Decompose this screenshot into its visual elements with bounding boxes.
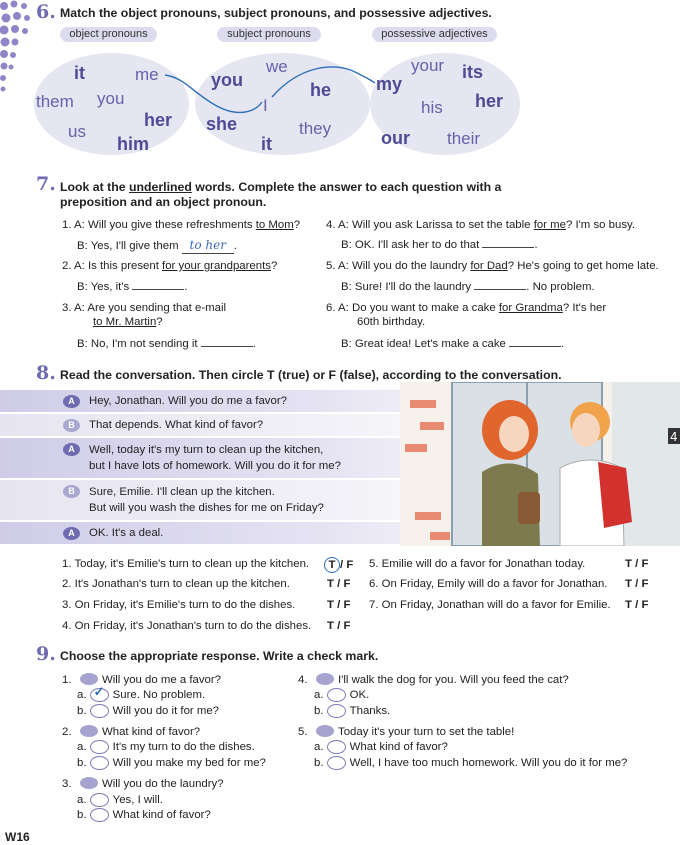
speaker-a-badge: A bbox=[63, 527, 80, 540]
exercise-7-number: 7. bbox=[36, 173, 56, 195]
locker-number: 4 bbox=[670, 430, 678, 444]
category-object-pronouns: object pronouns bbox=[60, 27, 157, 42]
dialogue-text: Well, today it's my turn to clean up the kitchen, bbox=[89, 444, 324, 456]
ex7-item-4-question: 4. A: Will you ask Larissa to set the table for me? I'm so busy. bbox=[326, 219, 636, 231]
word-you-object: you bbox=[97, 89, 125, 108]
speaker-a-badge: A bbox=[63, 395, 80, 408]
dialogue-text: But will you wash the dishes for me on Friday? bbox=[89, 502, 324, 514]
tf-choice-3[interactable]: T / F bbox=[327, 599, 351, 611]
ex7-item-2-answer: B: Yes, it's . bbox=[77, 281, 188, 293]
ex9-item-3-option-b[interactable]: b. What kind of favor? bbox=[77, 809, 211, 822]
check-bubble-icon bbox=[90, 684, 109, 702]
check-mark-icon: ✓ bbox=[93, 684, 105, 699]
ex9-item-5-option-a[interactable]: a. What kind of favor? bbox=[314, 741, 448, 754]
word-him: him bbox=[117, 134, 150, 154]
matching-lines bbox=[0, 0, 680, 160]
word-my: my bbox=[376, 74, 403, 94]
tf-choice-7[interactable]: T / F bbox=[625, 599, 649, 611]
tf-choice-4[interactable]: T / F bbox=[327, 620, 351, 632]
speaker-b-badge: B bbox=[63, 485, 80, 498]
exercise-8-number: 8. bbox=[36, 362, 56, 384]
word-we: we bbox=[266, 57, 288, 76]
exercise-9-title: Choose the appropriate response. Write a check mark. bbox=[60, 649, 379, 663]
ex9-item-2-number: 2. bbox=[62, 726, 72, 738]
speech-bubble-icon bbox=[316, 725, 334, 737]
ex7-item-3-question: 3. A: Are you sending that e-mail to Mr. Martin? bbox=[62, 302, 227, 328]
check-bubble-icon bbox=[90, 808, 109, 822]
statement-2: 2. It's Jonathan's turn to clean up the kitchen. bbox=[62, 578, 290, 590]
speech-bubble-icon bbox=[316, 673, 334, 685]
ex9-item-4-prompt: I'll walk the dog for you. Will you feed the cat? bbox=[338, 674, 569, 686]
statement-4: 4. On Friday, it's Jonathan's turn to do the dishes. bbox=[62, 620, 312, 632]
ex7-item-4-fill[interactable] bbox=[482, 247, 534, 248]
ex9-item-5-number: 5. bbox=[298, 726, 308, 738]
statement-1: 1. Today, it's Emilie's turn to clean up the kitchen. bbox=[62, 558, 310, 570]
statement-6: 6. On Friday, Emily will do a favor for Jonathan. bbox=[369, 578, 608, 590]
ex9-item-3-number: 3. bbox=[62, 778, 72, 790]
ex7-item-5-question: 5. A: Will you do the laundry for Dad? He's going to get home late. bbox=[326, 260, 659, 272]
ex9-item-4-option-a[interactable]: a. OK. bbox=[314, 689, 370, 702]
dialogue-text: OK. It's a deal. bbox=[89, 527, 164, 539]
dialogue-text: That depends. What kind of favor? bbox=[89, 419, 264, 431]
ex7-item-5-fill[interactable] bbox=[474, 289, 526, 290]
check-bubble-icon bbox=[327, 704, 346, 718]
exercise-7-title: Look at the underlined words. Complete the answer to each question with a preposition and an object pronoun. bbox=[60, 180, 502, 209]
exercise-9-number: 9. bbox=[36, 643, 56, 665]
check-bubble-icon bbox=[90, 793, 109, 807]
statement-5: 5. Emilie will do a favor for Jonathan today. bbox=[369, 558, 586, 570]
speech-bubble-icon bbox=[80, 725, 98, 737]
dialogue-text: Sure, Emilie. I'll clean up the kitchen. bbox=[89, 486, 275, 498]
ex7-item-3-fill[interactable] bbox=[201, 346, 253, 347]
word-their: their bbox=[447, 129, 481, 148]
check-bubble-icon bbox=[327, 688, 346, 702]
tf-choice-2[interactable]: T / F bbox=[327, 578, 351, 590]
exercise-8-title: Read the conversation. Then circle T (true) or F (false), according to the conversation. bbox=[60, 368, 562, 382]
ex9-item-1-option-b[interactable]: b. Will you do it for me? bbox=[77, 705, 220, 718]
speech-bubble-icon bbox=[80, 777, 98, 789]
ex7-item-2-fill[interactable] bbox=[132, 289, 184, 290]
tf-choice-1[interactable]: T / F bbox=[324, 557, 353, 573]
check-bubble-icon bbox=[327, 740, 346, 754]
category-possessive-adjectives: possessive adjectives bbox=[372, 27, 497, 42]
dialogue-text: but I have lots of homework. Will you do it for me? bbox=[89, 460, 341, 472]
exercise-6-title: Match the object pronouns, subject pronouns, and possessive adjectives. bbox=[60, 6, 492, 20]
word-i: I bbox=[263, 96, 268, 115]
ex9-item-2-option-b[interactable]: b. Will you make my bed for me? bbox=[77, 757, 266, 770]
ex7-item-1-fill[interactable]: to her bbox=[189, 238, 226, 252]
tf-choice-5[interactable]: T / F bbox=[625, 558, 649, 570]
page-number: W16 bbox=[5, 830, 30, 844]
check-bubble-icon bbox=[90, 740, 109, 754]
ex9-item-5-option-b[interactable]: b. Well, I have too much homework. Will you do it for me? bbox=[314, 757, 628, 770]
word-her-object: her bbox=[144, 110, 173, 130]
ex7-item-5-answer: B: Sure! I'll do the laundry . No problem. bbox=[341, 281, 595, 293]
true-circled: T bbox=[324, 557, 340, 573]
word-he: he bbox=[310, 80, 332, 100]
check-bubble-icon bbox=[327, 756, 346, 770]
check-bubble-icon bbox=[90, 756, 109, 770]
word-it-subject: it bbox=[261, 134, 272, 154]
word-she: she bbox=[206, 114, 238, 134]
ex7-item-2-question: 2. A: Is this present for your grandparents? bbox=[62, 260, 278, 272]
ex7-item-4-answer: B: OK. I'll ask her to do that . bbox=[341, 239, 538, 251]
word-his: his bbox=[421, 98, 443, 117]
word-you-subject: you bbox=[211, 70, 244, 90]
word-it: it bbox=[74, 63, 85, 83]
ex9-item-1-prompt: Will you do me a favor? bbox=[102, 674, 222, 686]
category-subject-pronouns: subject pronouns bbox=[217, 27, 321, 42]
word-us: us bbox=[68, 122, 86, 141]
ex9-item-2-option-a[interactable]: a. It's my turn to do the dishes. bbox=[77, 741, 255, 754]
ex9-item-5-prompt: Today it's your turn to set the table! bbox=[338, 726, 515, 738]
word-they: they bbox=[299, 119, 332, 138]
speaker-b-badge: B bbox=[63, 419, 80, 432]
speaker-a-badge: A bbox=[63, 443, 80, 456]
statement-3: 3. On Friday, it's Emilie's turn to do the dishes. bbox=[62, 599, 296, 611]
word-your: your bbox=[411, 56, 445, 75]
exercise-6-number: 6. bbox=[36, 1, 56, 23]
ex9-item-1-number: 1. bbox=[62, 674, 72, 686]
ex7-item-6-question: 6. A: Do you want to make a cake for Grandma? It's her 60th birthday. bbox=[326, 302, 607, 328]
ex9-item-1-option-a[interactable]: a. ✓ Sure. No problem. bbox=[77, 684, 206, 702]
ex7-item-1-answer: B: Yes, I'll give them to her . bbox=[77, 238, 237, 252]
tf-choice-6[interactable]: T / F bbox=[625, 578, 649, 590]
word-them: them bbox=[36, 92, 74, 111]
dialogue-text: Hey, Jonathan. Will you do me a favor? bbox=[89, 395, 287, 407]
ex7-item-6-fill[interactable] bbox=[509, 346, 561, 347]
ex7-item-1-question: 1. A: Will you give these refreshments to Mom? bbox=[62, 219, 301, 231]
ex9-item-4-option-b[interactable]: b. Thanks. bbox=[314, 705, 391, 718]
word-her-possessive: her bbox=[475, 91, 504, 111]
students-illustration bbox=[400, 382, 680, 546]
ex9-item-3-prompt: Will you do the laundry? bbox=[102, 778, 224, 790]
ex7-item-6-answer: B: Great idea! Let's make a cake . bbox=[341, 338, 565, 350]
ex9-item-2-prompt: What kind of favor? bbox=[102, 726, 201, 738]
statement-7: 7. On Friday, Jonathan will do a favor for Emilie. bbox=[369, 599, 611, 611]
ex9-item-3-option-a[interactable]: a. Yes, I will. bbox=[77, 794, 163, 807]
word-its: its bbox=[462, 62, 484, 82]
ex7-item-3-answer: B: No, I'm not sending it . bbox=[77, 338, 256, 350]
ex9-item-4-number: 4. bbox=[298, 674, 308, 686]
word-our: our bbox=[381, 128, 410, 148]
check-bubble-icon bbox=[90, 704, 109, 718]
word-me: me bbox=[135, 65, 159, 84]
